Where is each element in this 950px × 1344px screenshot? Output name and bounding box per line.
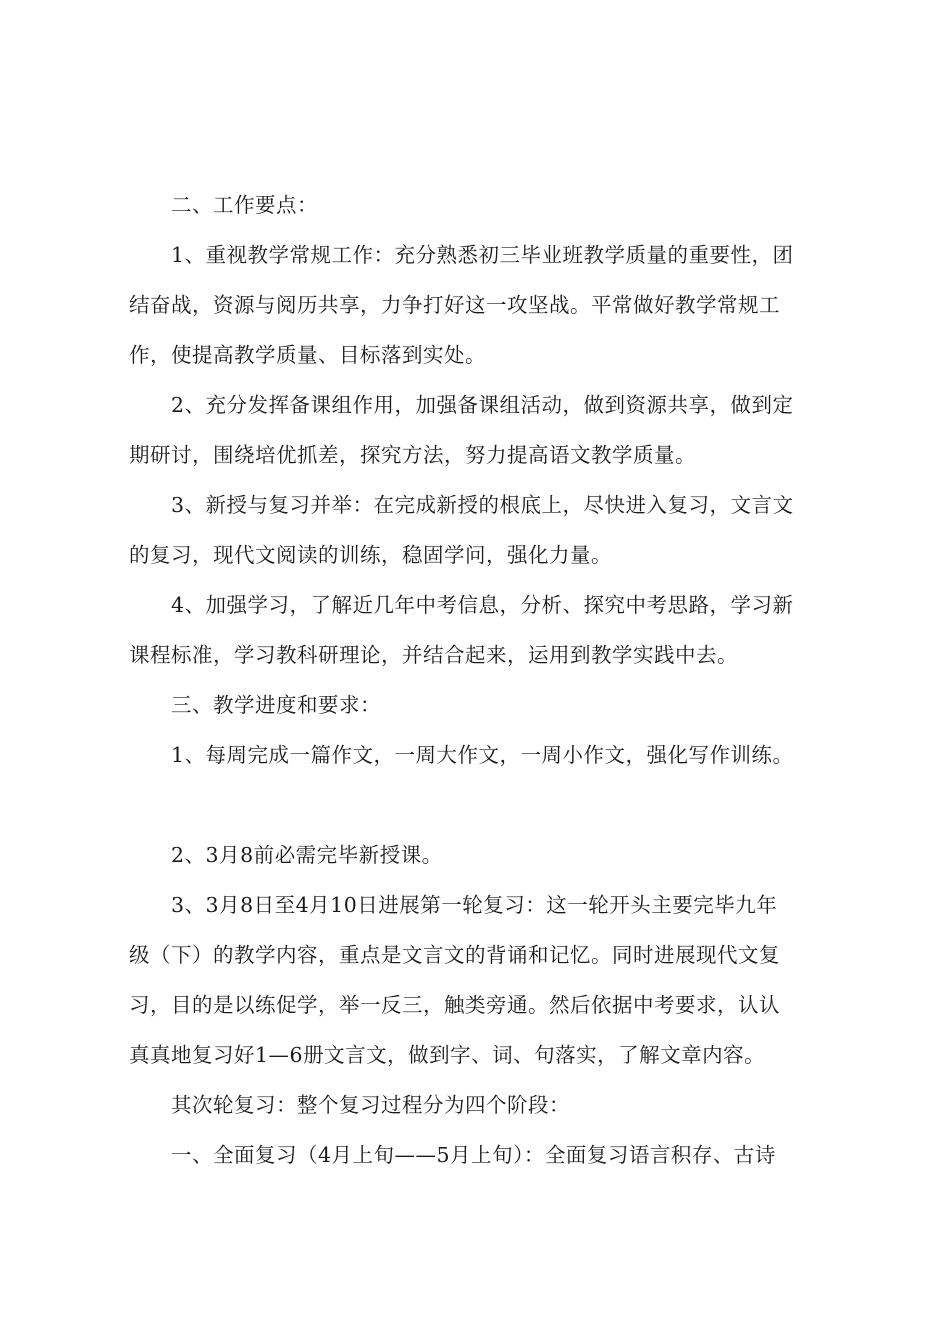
text-line: 三、教学进度和要求： xyxy=(171,693,381,717)
paragraph-progress-1 xyxy=(129,730,829,780)
paragraph-point-3 xyxy=(129,480,829,580)
paragraph-progress-2 xyxy=(129,830,829,880)
text-line: 2、3月8前必需完毕新授课。 xyxy=(171,843,443,867)
section-heading-progress xyxy=(129,680,829,730)
text-line: 结奋战，资源与阅历共享，力争打好这一攻坚战。平常做好教学常规工 xyxy=(129,293,780,317)
text-line: 二、工作要点： xyxy=(171,193,318,217)
paragraph-second-review xyxy=(129,1080,829,1130)
text-line: 3、新授与复习并举：在完成新授的根底上，尽快进入复习，文言文 xyxy=(171,493,794,517)
paragraph-point-1 xyxy=(129,230,829,380)
text-line: 4、加强学习，了解近几年中考信息，分析、探究中考思路，学习新 xyxy=(171,593,794,617)
text-line: 期研讨，围绕培优抓差，探究方法，努力提高语文教学质量。 xyxy=(129,443,696,467)
text-line: 1、重视教学常规工作：充分熟悉初三毕业班教学质量的重要性，团 xyxy=(171,243,794,267)
text-line: 的复习，现代文阅读的训练，稳固学问，强化力量。 xyxy=(129,543,612,567)
text-line: 3、3月8日至4月10日进展第一轮复习：这一轮开头主要完毕九年 xyxy=(171,893,778,917)
text-line: 1、每周完成一篇作文，一周大作文，一周小作文，强化写作训练。 xyxy=(171,743,794,767)
paragraph-point-4 xyxy=(129,580,829,680)
paragraph-stage-1 xyxy=(129,1130,829,1180)
text-line: 课程标准，学习教科研理论，并结合起来，运用到教学实践中去。 xyxy=(129,643,738,667)
text-line: 真真地复习好1—6册文言文，做到字、词、句落实，了解文章内容。 xyxy=(129,1043,766,1067)
text-line: 习，目的是以练促学，举一反三，触类旁通。然后依据中考要求，认认 xyxy=(129,993,780,1017)
paragraph-progress-3 xyxy=(129,880,829,1080)
text-line: 级（下）的教学内容，重点是文言文的背诵和记忆。同时进展现代文复 xyxy=(129,943,780,967)
paragraph-point-2 xyxy=(129,380,829,480)
section-heading-work-points xyxy=(129,180,829,230)
text-line: 2、充分发挥备课组作用，加强备课组活动，做到资源共享，做到定 xyxy=(171,393,794,417)
text-line: 作，使提高教学质量、目标落到实处。 xyxy=(129,343,486,367)
text-line: 其次轮复习：整个复习过程分为四个阶段： xyxy=(171,1093,570,1117)
text-line: 一、全面复习（4月上旬——5月上旬）：全面复习语言积存、古诗 xyxy=(171,1143,776,1167)
